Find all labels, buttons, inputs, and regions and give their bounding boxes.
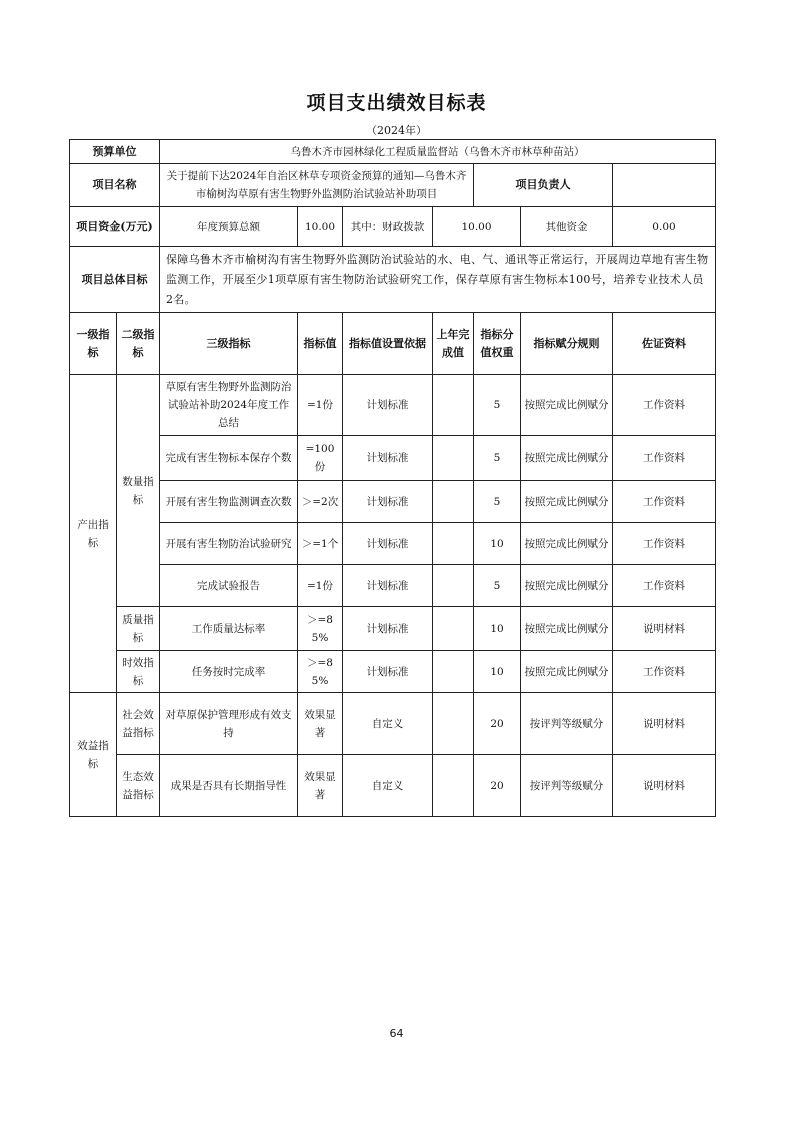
indicator-evidence: 说明材料 [613,755,716,817]
indicator-weight: 10 [474,523,521,565]
budget-unit-label: 预算单位 [70,140,160,164]
indicator-name: 成果是否具有长期指导性 [160,755,298,817]
year-label: （2024年） [366,124,427,137]
fiscal-label: 其中：财政拨款 [343,207,433,247]
indicator-name: 对草原保护管理形成有效支持 [160,693,298,755]
indicator-value: ＞=85% [298,607,343,651]
table-row [70,481,716,523]
other-funds-value: 0.00 [613,207,716,247]
table-row [70,523,716,565]
indicator-evidence: 工作资料 [613,481,716,523]
table-row [70,755,716,817]
indicator-name: 完成试验报告 [160,565,298,607]
table-row [70,651,716,693]
indicator-weight: 5 [474,436,521,481]
group-timeliness: 时效指标 [117,651,160,693]
indicator-evidence: 说明材料 [613,607,716,651]
indicator-value: 效果显著 [298,755,343,817]
indicator-last-year [433,651,474,693]
table-row [70,375,716,436]
col-level2: 二级指标 [117,313,160,375]
indicator-weight: 10 [474,607,521,651]
col-level1: 一级指标 [70,313,117,375]
goal-text: 保障乌鲁木齐市榆树沟有害生物野外监测防治试验站的水、电、气、通讯等正常运行，开展周边草地有害生物监测工作，开展至少1项草原有害生物防治试验研究工作，保存草原有害生物标本100号，培养专业技术人员2名。 [160,247,716,313]
project-owner-value [613,164,716,207]
annual-budget-label: 年度预算总额 [160,207,298,247]
indicator-last-year [433,607,474,651]
indicator-name: 开展有害生物防治试验研究 [160,523,298,565]
indicator-value: =100份 [298,436,343,481]
indicator-name: 工作质量达标率 [160,607,298,651]
indicator-name: 完成有害生物标本保存个数 [160,436,298,481]
col-evidence: 佐证资料 [613,313,716,375]
fiscal-value: 10.00 [433,207,521,247]
indicator-basis: 自定义 [343,693,433,755]
goal-label: 项目总体目标 [70,247,160,313]
indicator-value: ＞=1个 [298,523,343,565]
indicator-name: 任务按时完成率 [160,651,298,693]
indicator-last-year [433,755,474,817]
group-output: 产出指标 [70,375,117,693]
indicator-name: 草原有害生物野外监测防治试验站补助2024年度工作总结 [160,375,298,436]
table-row [70,565,716,607]
col-last-year: 上年完成值 [433,313,474,375]
indicator-basis: 计划标准 [343,565,433,607]
indicator-weight: 20 [474,693,521,755]
page-title: 项目支出绩效目标表 [306,92,487,114]
indicator-last-year [433,523,474,565]
indicator-last-year [433,481,474,523]
indicator-weight: 5 [474,481,521,523]
col-basis: 指标值设置依据 [343,313,433,375]
group-benefit: 效益指标 [70,693,117,817]
indicator-weight: 10 [474,651,521,693]
indicator-evidence: 工作资料 [613,565,716,607]
project-owner-label: 项目负责人 [474,164,613,207]
indicator-last-year [433,375,474,436]
indicator-evidence: 工作资料 [613,375,716,436]
indicator-weight: 5 [474,375,521,436]
indicator-rule: 按评判等级赋分 [521,693,613,755]
indicator-value: =1份 [298,375,343,436]
indicator-value: ＞=2次 [298,481,343,523]
indicator-evidence: 工作资料 [613,436,716,481]
group-quantity: 数量指标 [117,375,160,607]
annual-budget-value: 10.00 [298,207,343,247]
col-value: 指标值 [298,313,343,375]
indicator-name: 开展有害生物监测调查次数 [160,481,298,523]
indicator-rule: 按照完成比例赋分 [521,375,613,436]
col-level3: 三级指标 [160,313,298,375]
budget-unit-value: 乌鲁木齐市园林绿化工程质量监督站（乌鲁木齐市林草种苗站） [160,140,716,164]
indicator-rule: 按照完成比例赋分 [521,565,613,607]
indicator-last-year [433,436,474,481]
indicator-weight: 5 [474,565,521,607]
indicator-rule: 按照完成比例赋分 [521,523,613,565]
indicator-basis: 计划标准 [343,436,433,481]
col-weight: 指标分值权重 [474,313,521,375]
indicator-value: ＞=85% [298,651,343,693]
indicator-value: =1份 [298,565,343,607]
indicator-basis: 计划标准 [343,607,433,651]
indicator-rule: 按照完成比例赋分 [521,481,613,523]
indicator-rule: 按照完成比例赋分 [521,651,613,693]
funds-label: 项目资金(万元) [70,207,160,247]
indicator-rule: 按照完成比例赋分 [521,607,613,651]
indicator-basis: 计划标准 [343,375,433,436]
table-row [70,607,716,651]
project-name-label: 项目名称 [70,164,160,207]
indicator-basis: 计划标准 [343,481,433,523]
col-rule: 指标赋分规则 [521,313,613,375]
indicator-rule: 按照完成比例赋分 [521,436,613,481]
indicator-evidence: 工作资料 [613,523,716,565]
project-name-value: 关于提前下达2024年自治区林草专项资金预算的通知—乌鲁木齐市榆树沟草原有害生物野外监测防治试验站补助项目 [160,164,474,207]
indicator-weight: 20 [474,755,521,817]
indicator-evidence: 工作资料 [613,651,716,693]
indicator-value: 效果显著 [298,693,343,755]
table-row [70,693,716,755]
indicator-last-year [433,693,474,755]
indicator-basis: 计划标准 [343,651,433,693]
indicator-basis: 自定义 [343,755,433,817]
indicator-basis: 计划标准 [343,523,433,565]
group-quality: 质量指标 [117,607,160,651]
table-row [70,436,716,481]
performance-table [69,139,716,817]
other-funds-label: 其他资金 [521,207,613,247]
indicator-evidence: 说明材料 [613,693,716,755]
group-ecological: 生态效益指标 [117,755,160,817]
group-social: 社会效益指标 [117,693,160,755]
page-number: 64 [389,1027,404,1040]
indicator-rule: 按评判等级赋分 [521,755,613,817]
indicator-last-year [433,565,474,607]
